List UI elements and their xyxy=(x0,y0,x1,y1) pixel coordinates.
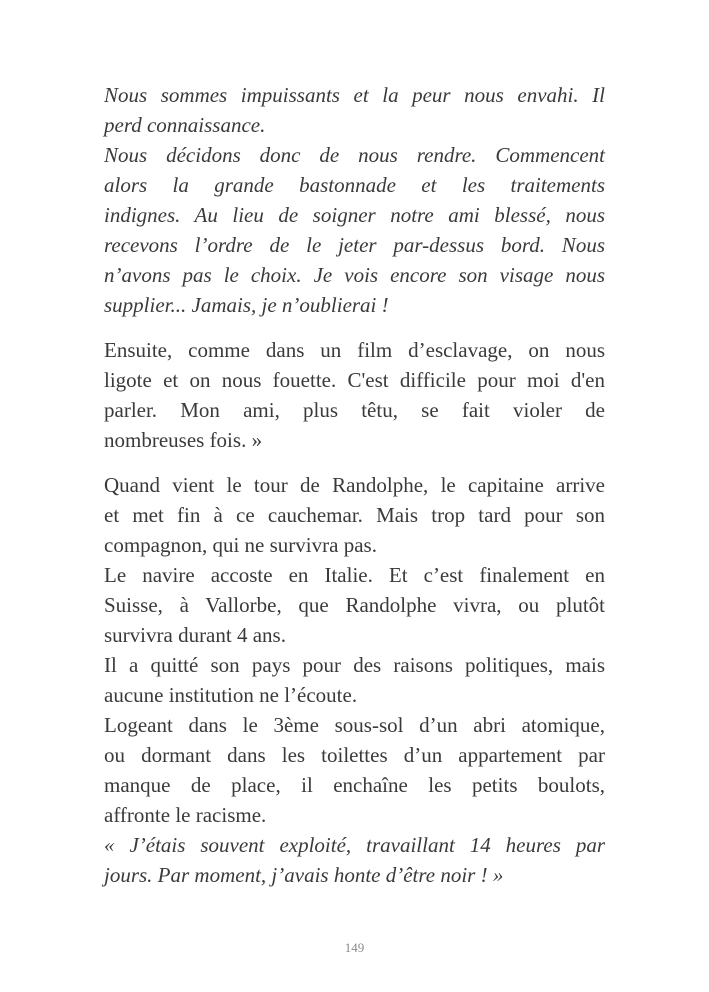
text-line: Nous décidons donc de nous rendre. Commencent xyxy=(104,143,605,167)
text-line: et met fin à ce cauchemar. Mais trop tard pour son xyxy=(104,503,605,527)
text-line: indignes. Au lieu de soigner notre ami blessé, nous xyxy=(104,203,605,227)
text-block xyxy=(104,335,605,455)
body-paragraph xyxy=(104,710,605,830)
text-line: ou dormant dans les toilettes d’un appartement par xyxy=(104,743,605,767)
text-line: Le navire accoste en Italie. Et c’est finalement en xyxy=(104,563,605,587)
text-line: Ensuite, comme dans un film d’esclavage, on nous xyxy=(104,338,605,362)
body-paragraph xyxy=(104,335,605,455)
text-line: Il a quitté son pays pour des raisons politiques, mais xyxy=(104,653,605,677)
text-line: Nous sommes impuissants et la peur nous envahi. Il xyxy=(104,83,605,107)
text-line: perd connaissance. xyxy=(104,113,266,137)
quote-paragraph xyxy=(104,830,605,890)
text-line: Suisse, à Vallorbe, que Randolphe vivra, ou plutôt xyxy=(104,593,605,617)
body-paragraph xyxy=(104,470,605,560)
page-number: 149 xyxy=(344,940,365,955)
text-line: supplier... Jamais, je n’oublierai ! xyxy=(104,293,389,317)
text-line: parler. Mon ami, plus têtu, se fait violer de xyxy=(104,398,605,422)
page-text-body xyxy=(104,80,605,890)
text-line: manque de place, il enchaîne les petits boulots, xyxy=(104,773,605,797)
body-paragraph xyxy=(104,560,605,650)
quote-paragraph xyxy=(104,140,605,320)
text-line: nombreuses fois. » xyxy=(104,428,263,452)
body-paragraph xyxy=(104,650,605,710)
text-line: Logeant dans le 3ème sous-sol d’un abri atomique, xyxy=(104,713,605,737)
text-line: « J’étais souvent exploité, travaillant 14 heures par xyxy=(104,833,605,857)
text-line: compagnon, qui ne survivra pas. xyxy=(104,533,377,557)
text-line: jours. Par moment, j’avais honte d’être noir ! » xyxy=(104,863,504,887)
text-line: ligote et on nous fouette. C'est difficile pour moi d'en xyxy=(104,368,605,392)
text-block xyxy=(104,470,605,890)
quote-paragraph xyxy=(104,80,605,140)
text-line: n’avons pas le choix. Je vois encore son visage nous xyxy=(104,263,605,287)
text-line: Quand vient le tour de Randolphe, le capitaine arrive xyxy=(104,473,605,497)
text-line: recevons l’ordre de le jeter par-dessus bord. Nous xyxy=(104,233,605,257)
text-line: affronte le racisme. xyxy=(104,803,267,827)
text-line: aucune institution ne l’écoute. xyxy=(104,683,358,707)
text-line: survivra durant 4 ans. xyxy=(104,623,286,647)
text-line: alors la grande bastonnade et les traitements xyxy=(104,173,605,197)
text-block xyxy=(104,80,605,320)
